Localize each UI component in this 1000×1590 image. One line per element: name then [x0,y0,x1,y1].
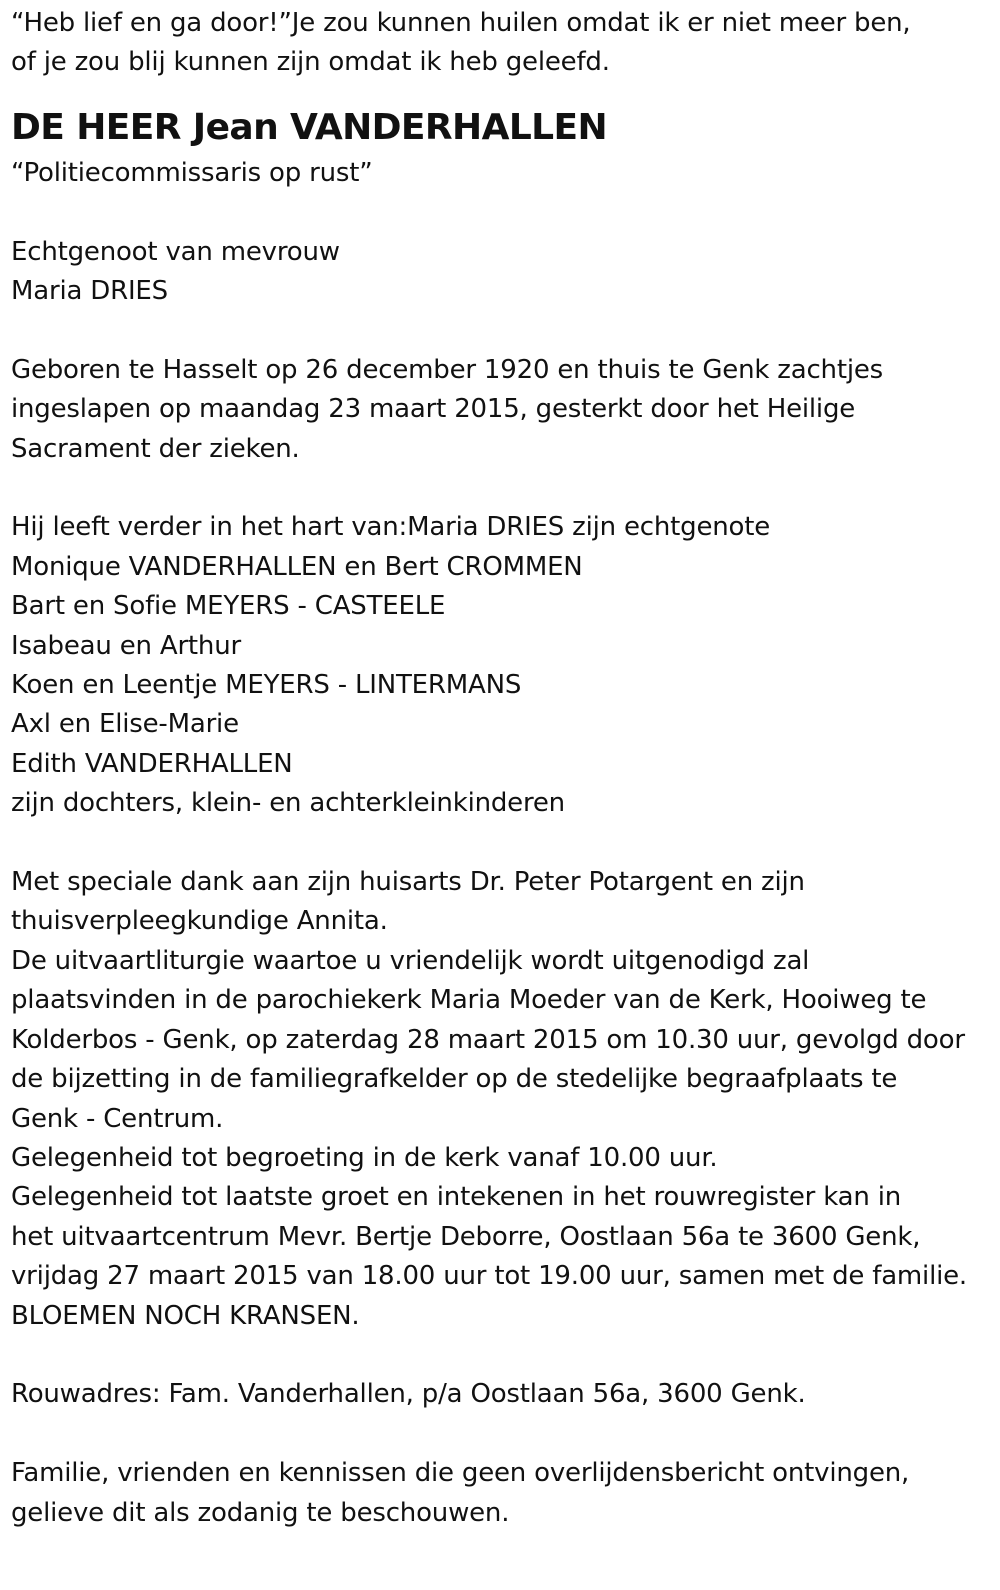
family-line: Edith VANDERHALLEN [11,748,293,779]
family-section [11,508,991,823]
closing-section [11,1454,991,1533]
spacer [11,311,991,350]
spouse-line: Maria DRIES [11,276,168,307]
family-line: Axl en Elise-Marie [11,709,239,740]
details-line: vrijdag 27 maart 2015 van 18.00 uur tot 19.00 uur, samen met de familie. [11,1261,967,1292]
family-line: zijn dochters, klein- en achterkleinkinderen [11,788,565,819]
opening-quote [11,4,991,83]
details-line: de bijzetting in de familiegrafkelder op de stedelijke begraafplaats te [11,1064,898,1095]
details-line: BLOEMEN NOCH KRANSEN. [11,1300,360,1331]
family-line: Bart en Sofie MEYERS - CASTEELE [11,591,446,622]
closing-line: gelieve dit als zodanig te beschouwen. [11,1497,510,1528]
spouse-section [11,233,991,312]
details-line: plaatsvinden in de parochiekerk Maria Moeder van de Kerk, Hooiweg te [11,985,927,1016]
deceased-name: DE HEER Jean VANDERHALLEN [11,106,608,148]
spacer [11,1336,991,1375]
family-line: Monique VANDERHALLEN en Bert CROMMEN [11,551,583,582]
details-line: thuisverpleegkundige Annita. [11,906,388,937]
quote-line: “Heb lief en ga door!”Je zou kunnen huilen omdat ik er niet meer ben, [11,8,911,38]
details-line: Gelegenheid tot begroeting in de kerk vanaf 10.00 uur. [11,1142,718,1173]
family-line: Koen en Leentje MEYERS - LINTERMANS [11,670,522,701]
family-line: Hij leeft verder in het hart van:Maria DRIES zijn echtgenote [11,512,771,543]
details-line: De uitvaartliturgie waartoe u vriendelijk wordt uitgenodigd zal [11,945,810,976]
spacer [11,469,991,508]
birth-death-section [11,351,991,469]
details-line: Met speciale dank aan zijn huisarts Dr. Peter Potargent en zijn [11,867,805,898]
details-line: het uitvaartcentrum Mevr. Bertje Deborre, Oostlaan 56a te 3600 Genk, [11,1221,921,1252]
spacer [11,824,991,863]
mourning-address: Rouwadres: Fam. Vanderhallen, p/a Oostlaan 56a, 3600 Genk. [11,1379,806,1410]
birth-death-line: Sacrament der zieken. [11,433,300,464]
closing-line: Familie, vrienden en kennissen die geen overlijdensbericht ontvingen, [11,1458,910,1489]
spouse-line: Echtgenoot van mevrouw [11,236,340,267]
birth-death-line: Geboren te Hasselt op 26 december 1920 en thuis te Genk zachtjes [11,354,883,385]
quote-line: of je zou blij kunnen zijn omdat ik heb geleefd. [11,47,610,78]
spacer [11,1415,991,1454]
spacer [11,193,991,232]
details-line: Gelegenheid tot laatste groet en intekenen in het rouwregister kan in [11,1182,901,1213]
details-section [11,863,991,1336]
details-line: Genk - Centrum. [11,1103,224,1134]
deceased-title: “Politiecommissaris op rust” [11,157,373,188]
family-line: Isabeau en Arthur [11,630,241,661]
details-line: Kolderbos - Genk, op zaterdag 28 maart 2015 om 10.30 uur, gevolgd door [11,1024,965,1055]
obituary-notice [11,4,991,1533]
birth-death-line: ingeslapen op maandag 23 maart 2015, gesterkt door het Heilige [11,394,856,425]
address-section [11,1375,991,1414]
